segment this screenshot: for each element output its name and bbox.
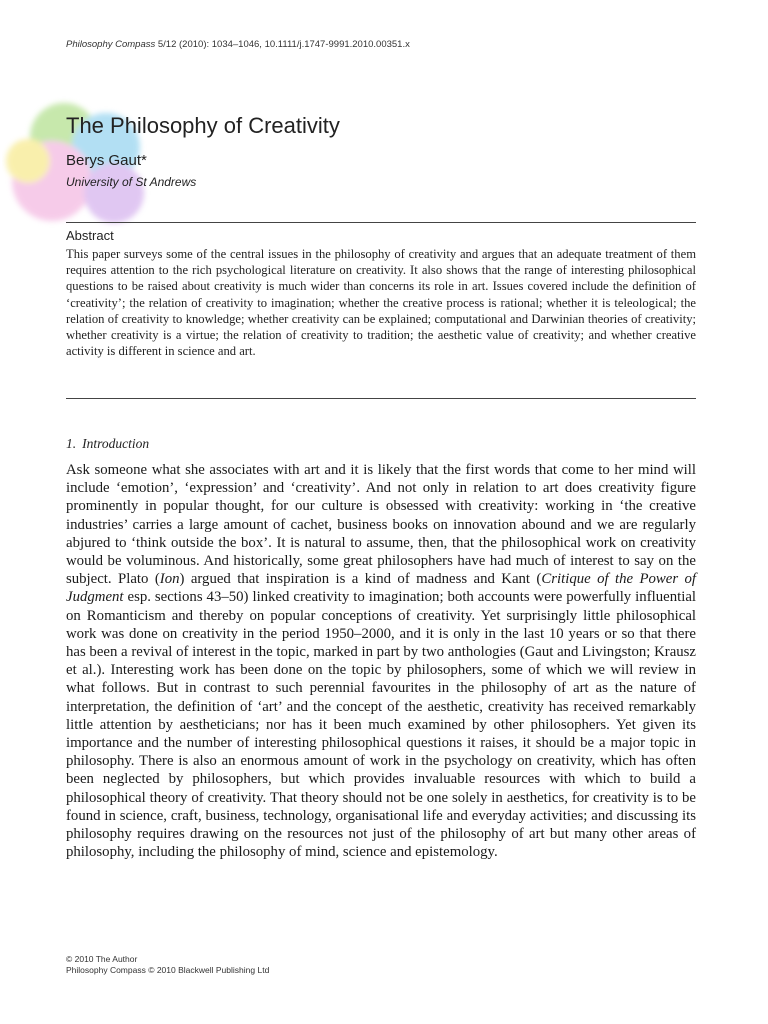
journal-header [66, 39, 410, 50]
watermark-blob-yellow [6, 139, 50, 183]
intro-text-part-2: ) argued that inspiration is a kind of madness and Kant ( [179, 571, 542, 588]
intro-text-part-1: Ask someone what she associates with art and it is likely that the first words that come to her mind will include ‘emotion’, ‘expression’ and ‘creativity’. And not only in relation to art does creativity figure prominently in popular thought, for our culture is obsessed with creativity: working in ‘the creative industries’ carries a large amount of cachet, business books on innovation abound and we are regularly abjured to ‘think outside the box’. It is natural to assume, then, that the philosophical work on creativity would be voluminous. And historically, some great philosophers have had much of interest to say on the subject. Plato ( [66, 462, 696, 588]
footer-copyright-publisher: Philosophy Compass © 2010 Blackwell Publishing Ltd [66, 965, 270, 975]
abstract-top-rule [66, 222, 696, 223]
intro-text-part-3: esp. sections 43–50) linked creativity to imagination; both accounts were powerfully influential on Romanticism and thereby on popular conceptions of creativity. Yet surprisingly little philosophical work was done on creativity in the period 1950–2000, and it is only in the last 10 years or so that there has been a revival of interest in the topic, marked in part by two anthologies (Gaut and Livingston; Krausz et al.). Interesting work has been done on the topic by philosophers, some of which we will review in what follows. But in contrast to such perennial favourites in the philosophy of art as the nature of interpretation, the definition of ‘art’ and the concept of the aesthetic, creativity has received remarkably little attention by aestheticians; nor has it been much examined by other philosophers. Yet given its importance and the number of interesting philosophical questions it raises, it should be a major topic in philosophy. There is also an enormous amount of work in the psychology on creativity, which has often been neglected by philosophers, but which provides invaluable resources with which to build a philosophical theory of creativity. That theory should not be one solely in aesthetics, for creativity is to be found in science, craft, business, technology, organisational life and everyday activities; and discussing its philosophy requires drawing on the resources not just of the philosophy of art but many other areas of philosophy, including the philosophy of mind, science and epistemology. [66, 589, 696, 861]
section-title: Introduction [82, 436, 150, 451]
journal-name: Philosophy Compass [66, 39, 156, 50]
page-footer [66, 954, 269, 976]
intro-paragraph [66, 461, 696, 861]
section-heading [66, 436, 149, 452]
author-affiliation: University of St Andrews [66, 175, 197, 189]
article-title: The Philosophy of Creativity [66, 113, 340, 138]
intro-citation-ion: Ion [159, 571, 180, 588]
footer-copyright-author: © 2010 The Author [66, 954, 138, 964]
intro-citation-critique: Critique of the Power of Judgment [66, 571, 697, 606]
abstract-heading: Abstract [66, 228, 114, 243]
abstract-bottom-rule [66, 398, 696, 399]
watermark-blob-purple [84, 163, 144, 223]
author-name: Berys Gaut* [66, 152, 147, 169]
journal-citation: 5/12 (2010): 1034–1046, 10.1111/j.1747-9991.2010.00351.x [155, 39, 410, 50]
section-number: 1. [66, 436, 77, 451]
abstract-text: This paper surveys some of the central issues in the philosophy of creativity and argues that an adequate treatment of them requires attention to the rich psychological literature on creativity. It also shows that the range of interesting philosophical questions to be raised about creativity is much wider than concerns its role in art. Issues covered include the definition of ‘creativity’; the relation of creativity to imagination; whether the creative process is rational; whether it is teleological; the relation of creativity to knowledge; whether creativity can be explained; computational and Darwinian theories of creativity; whether creativity is a virtue; the relation of creativity to tradition; the aesthetic value of creativity; and whether creative activity is different in science and art. [66, 247, 696, 359]
